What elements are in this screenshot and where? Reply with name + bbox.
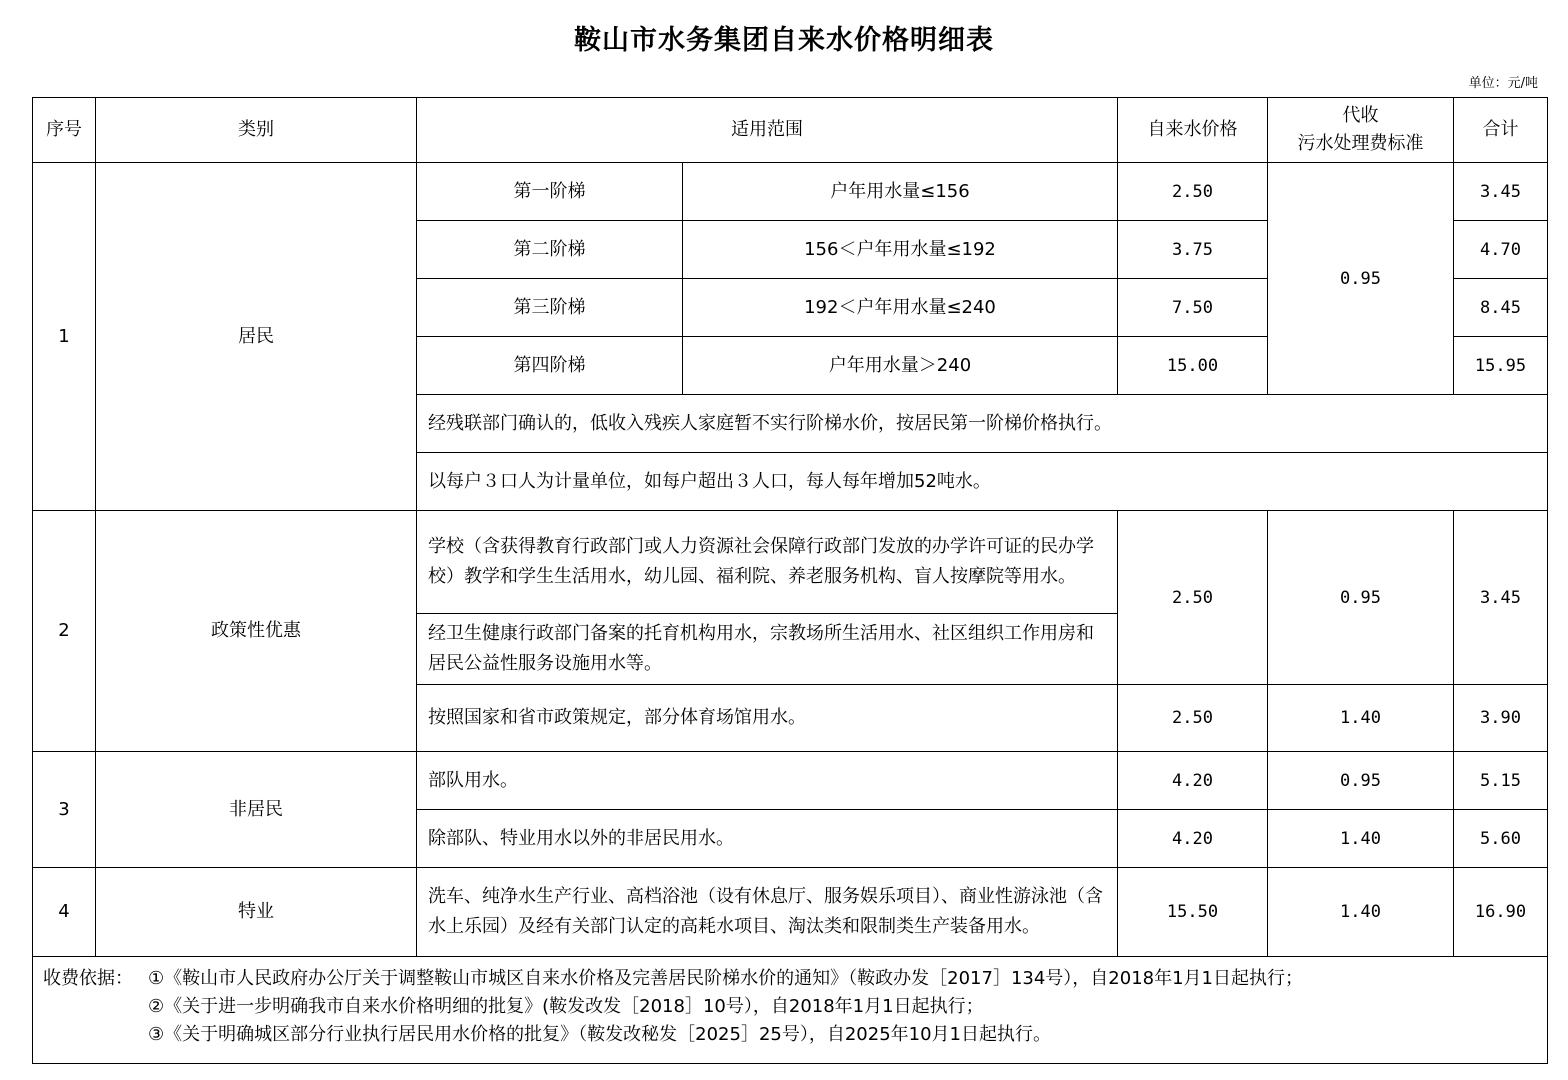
special-scope: 洗车、纯净水生产行业、高档浴池（设有休息厅、服务娱乐项目）、商业性游泳池（含水上乐园）及经有关部门认定的高耗水项目、淘汰类和限制类生产装备用水。 [417,868,1118,957]
row-index: 2 [33,511,96,752]
tier-price: 3.75 [1118,221,1268,279]
tier-price: 7.50 [1118,279,1268,337]
basis-item: ①《鞍山市人民政府办公厅关于调整鞍山市城区自来水价格及完善居民阶梯水价的通知》（鞍政办发［2017］134号），自2018年1月1日起执行； [148,968,1304,989]
policy-sewage-a: 0.95 [1268,511,1454,685]
policy-scope-1: 学校（含获得教育行政部门或人力资源社会保障行政部门发放的办学许可证的民办学校）教学和学生生活用水，幼儿园、福利院、养老服务机构、盲人按摩院等用水。 [417,511,1118,614]
tier-total: 15.95 [1454,337,1548,395]
nonres-sewage: 0.95 [1268,752,1454,810]
header-sewage [1268,98,1454,163]
row-index: 1 [33,163,96,511]
basis-line [43,965,1537,993]
table-header-row [33,98,1548,163]
header-sewage-line2: 污水处理费标准 [1297,133,1424,154]
tier-range: 户年用水量≤156 [683,163,1118,221]
tier-price: 2.50 [1118,163,1268,221]
policy-price-b: 2.50 [1118,685,1268,752]
tier-sewage: 0.95 [1268,163,1454,395]
tier-name: 第三阶梯 [417,279,683,337]
basis-item: ②《关于进一步明确我市自来水价格明细的批复》(鞍发改发［2018］10号），自2018年1月1日起执行； [148,996,984,1017]
nonres-total: 5.15 [1454,752,1548,810]
basis-row [33,957,1548,1064]
special-price: 15.50 [1118,868,1268,957]
row-index: 4 [33,868,96,957]
special-sewage: 1.40 [1268,868,1454,957]
table-row [33,868,1548,957]
tier-name: 第一阶梯 [417,163,683,221]
table-row [33,752,1548,810]
policy-scope-2: 经卫生健康行政部门备案的托育机构用水，宗教场所生活用水、社区组织工作用房和居民公益性服务设施用水等。 [417,614,1118,685]
page-title: 鞍山市水务集团自来水价格明细表 [574,25,994,56]
table-row [33,511,1548,614]
row-category: 非居民 [96,752,417,868]
header-water-price: 自来水价格 [1118,98,1268,163]
header-category: 类别 [96,98,417,163]
nonres-sewage: 1.40 [1268,810,1454,868]
basis-line [43,993,1537,1021]
row-category: 特业 [96,868,417,957]
special-total: 16.90 [1454,868,1548,957]
tier-range: 192＜户年用水量≤240 [683,279,1118,337]
unit-label: 单位：元/吨 [1468,76,1538,91]
row-category: 居民 [96,163,417,511]
basis-cell [33,957,1548,1064]
nonres-scope: 部队用水。 [417,752,1118,810]
tier-range: 156＜户年用水量≤192 [683,221,1118,279]
header-scope: 适用范围 [417,98,1118,163]
header-total: 合计 [1454,98,1548,163]
nonres-scope: 除部队、特业用水以外的非居民用水。 [417,810,1118,868]
nonres-price: 4.20 [1118,810,1268,868]
policy-price-a: 2.50 [1118,511,1268,685]
policy-total-b: 3.90 [1454,685,1548,752]
residential-note-1: 经残联部门确认的，低收入残疾人家庭暂不实行阶梯水价，按居民第一阶梯价格执行。 [417,395,1548,453]
nonres-price: 4.20 [1118,752,1268,810]
basis-line [43,1021,1537,1049]
price-table [32,97,1548,1064]
tier-price: 15.00 [1118,337,1268,395]
policy-scope-3: 按照国家和省市政策规定，部分体育场馆用水。 [417,685,1118,752]
nonres-total: 5.60 [1454,810,1548,868]
policy-total-a: 3.45 [1454,511,1548,685]
table-row [33,163,1548,221]
tier-name: 第四阶梯 [417,337,683,395]
basis-label: 收费依据： [43,968,133,989]
tier-total: 4.70 [1454,221,1548,279]
header-index: 序号 [33,98,96,163]
tier-name: 第二阶梯 [417,221,683,279]
tier-total: 3.45 [1454,163,1548,221]
basis-item: ③《关于明确城区部分行业执行居民用水价格的批复》（鞍发改秘发［2025］25号），自2025年10月1日起执行。 [148,1024,1052,1045]
policy-sewage-b: 1.40 [1268,685,1454,752]
header-sewage-line1: 代收 [1342,105,1379,126]
tier-range: 户年用水量＞240 [683,337,1118,395]
row-index: 3 [33,752,96,868]
tier-total: 8.45 [1454,279,1548,337]
residential-note-2: 以每户３口人为计量单位，如每户超出３人口，每人每年增加52吨水。 [417,453,1548,511]
row-category: 政策性优惠 [96,511,417,752]
